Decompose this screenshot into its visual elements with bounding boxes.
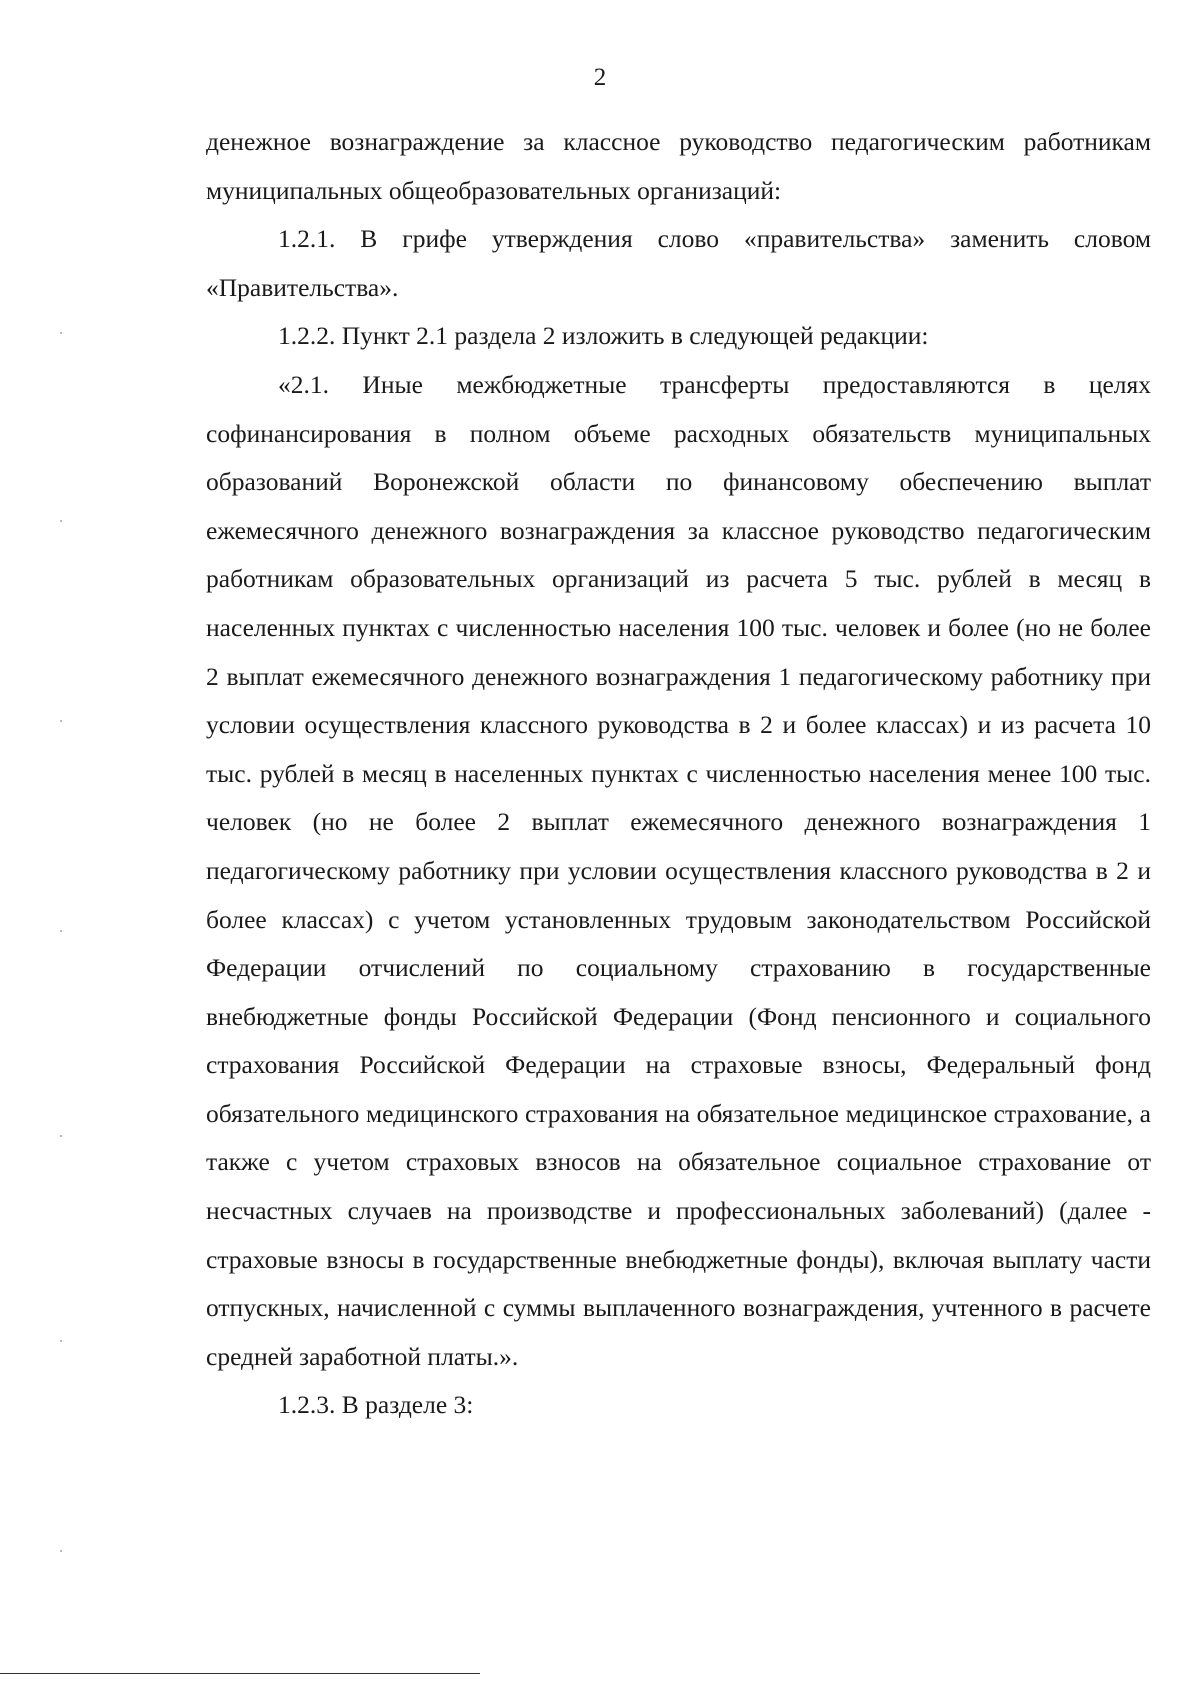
paragraph-continuation: денежное вознаграждение за классное руководство педагогическим работникам муниципальных общеобразовательных организаций: <box>206 127 1151 205</box>
paragraph-1-2-2: 1.2.2. Пункт 2.1 раздела 2 изложить в следующей редакции: <box>278 321 929 351</box>
scan-artifact <box>60 520 62 522</box>
document-body <box>206 118 1151 1430</box>
scan-artifact <box>60 1340 62 1342</box>
scan-artifact <box>60 720 62 722</box>
scan-artifact <box>60 332 62 334</box>
bottom-rule-line <box>0 1673 480 1674</box>
paragraph-1-2-3: 1.2.3. В разделе 3: <box>278 1390 474 1420</box>
scan-artifact <box>60 1135 62 1137</box>
paragraph-2-1-quote: «2.1. Иные межбюджетные трансферты предоставляются в целях софинансирования в полном объеме расходных обязательств муниципальных образований Воронежской области по финансовому обеспечению выплат ежемесячного денежного вознаграждения за классное руководство педагогическим работникам образовательных организаций из расчета 5 тыс. рублей в месяц в населенных пунктах с численностью населения 100 тыс. человек и более (но не более 2 выплат ежемесячного денежного вознаграждения 1 педагогическому работнику при условии осуществления классного руководства в 2 и более классах) и из расчета 10 тыс. рублей в месяц в населенных пунктах с численностью населения менее 100 тыс. человек (но не более 2 выплат ежемесячного денежного вознаграждения 1 педагогическому работнику при условии осуществления классного руководства в 2 и более классах) с учетом установленных трудовым законодательством Российской Федерации отчислений по социальному страхованию в государственные внебюджетные фонды Российской Федерации (Фонд пенсионного и социального страхования Российской Федерации на страховые взносы, Федеральный фонд обязательного медицинского страхования на обязательное медицинское страхование, а также с учетом страховых взносов на обязательное социальное страхование от несчастных случаев на производстве и профессиональных заболеваний) (далее - страховые взносы в государственные внебюджетные фонды), включая выплату части отпускных, начисленной с суммы выплаченного вознаграждения, учтенного в расчете средней заработной платы.». <box>206 369 1151 1371</box>
paragraph-1-2-1: 1.2.1. В грифе утверждения слово «правительства» заменить словом «Правительства». <box>206 224 1151 302</box>
scan-artifact <box>60 1550 62 1552</box>
page-number: 2 <box>593 64 607 91</box>
scan-artifact <box>60 930 62 932</box>
